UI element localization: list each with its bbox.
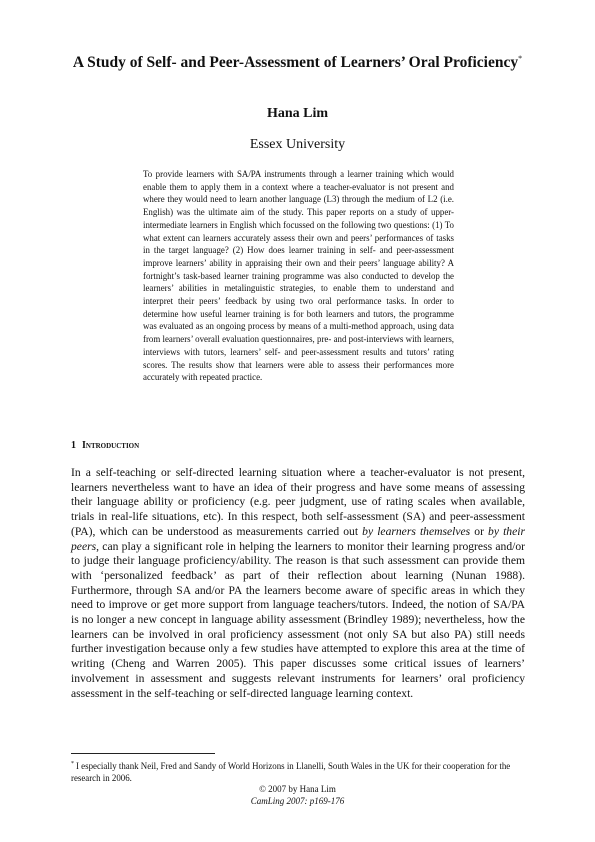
footnote-text: I especially thank Neil, Fred and Sandy of World Horizons in Llanelli, South Wales in the UK for their cooperation for the research in 2006. [71,760,511,783]
author-affiliation: Essex University [249,137,346,152]
body-italic-1: by learners themselves [362,524,471,538]
paper-title [70,53,525,72]
title-footnote-marker: * [518,53,523,63]
abstract: To provide learners with SA/PA instruments through a learner training which would enable them to apply them in a context where a teacher-evaluator is not present and where they would need to learn another language (L3) through the medium of L2 (i.e. English) was the ultimate aim of the study. This paper reports on a study of upper-intermediate learners in English which focussed on the following two questions: (1) To what extent can learners accurately assess their own and peers’ performances of tasks in the target language? (2) How does learner training in self- and peer-assessment improve learners’ ability in appraising their own and their peers’ language ability? A fortnight’s task-based learner training programme was also conducted to develop the learners’ abilities in metalinguistic strategies, to enable them to understand and interpret their peers’ feedback by using two oral performance tasks. In order to determine how useful learner training is for both learners and tutors, the programme was evaluated as an ongoing process by means of a multi-method approach, using data from learners’ overall evaluation questionnaires, pre- and post-interviews with learners, interviews with tutors, learners’ self- and peer-assessment results and tutors’ rating scores. The results show that learners were able to assess their performances more accurately with repeated practice. [143,169,454,383]
body-paragraph [71,466,525,701]
paper-title-text: A Study of Self- and Peer-Assessment of Learners’ Oral Proficiency [72,54,519,71]
section-title: Introduction [82,440,140,451]
body-text-1: In a self-teaching or self-directed learning situation where a teacher-evaluator is not present, learners nevertheless want to have an idea of their progress and have some means of assessing their language ability or proficiency (e.g. peer judgment, use of rating scales when available, trials in real-life situations, etc). In this respect, both self-assessment (SA) and peer-assessment (PA), which can be understood as measurements carried out [71,466,525,538]
section-number: 1 [71,440,76,451]
footnote [71,758,525,784]
citation-line: CamLing 2007: p169-176 [250,796,345,806]
copyright-line: © 2007 by Hana Lim [259,784,336,794]
body-italic-2: by their peers [71,524,525,553]
section-heading [71,440,139,451]
body-text-2: or [470,524,489,538]
author-name: Hana Lim [266,106,329,121]
body-text-3: , can play a significant role in helping the learners to monitor their learning progress and/or to judge their language proficiency/ability. The reason is that such assessment can provide them with ‘personalized feedback’ as part of their reflection about learning (Nunan 1988). Furthermore, through SA and/or PA the learners become aware of specific areas in which they need to improve or get more support from language teachers/tutors. Indeed, the notion of SA/PA is no longer a new concept in language ability assessment (Brindley 1989); nevertheless, how the learners can be involved in oral proficiency assessment (not only SA but also PA) still needs further investigation because only a few studies have attempted to explore this area at the time of writing (Cheng and Warren 2005). This paper discusses some critical issues of learners’ involvement in assessment and suggests relevant instruments for learners’ oral proficiency assessment in the self-teaching or self-directed language learning context. [71,539,525,700]
footnote-marker: * [71,761,74,767]
footnote-divider [71,753,215,754]
